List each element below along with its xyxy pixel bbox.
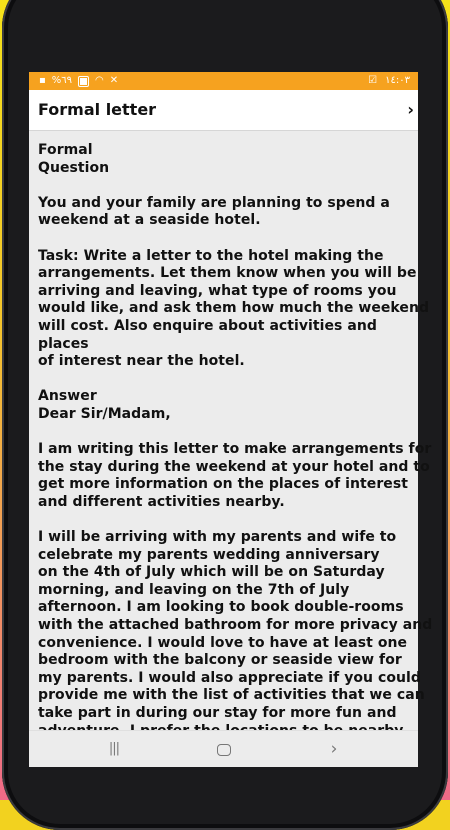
battery-percent: %٦٩ — [51, 75, 73, 86]
text-line: You and your family are planning to spend a — [38, 194, 390, 211]
text-line: I am writing this letter to make arrangements for — [38, 441, 432, 458]
text-line: Task: Write a letter to the hotel making the — [38, 247, 384, 264]
status-right — [368, 72, 410, 90]
text-line: Question — [38, 159, 110, 176]
blank-line — [38, 424, 414, 442]
text-line: provide me with the list of activities that we can — [38, 687, 425, 704]
letter-content[interactable] — [38, 142, 433, 730]
blank-line — [38, 511, 414, 529]
status-bar — [29, 72, 418, 90]
text-line: on the 4th of July which will be on Saturday — [38, 564, 385, 581]
app-header — [29, 90, 418, 131]
text-line: my parents. I would also appreciate if you could — [38, 669, 421, 686]
text-line: afternoon. I am looking to book double-rooms — [38, 599, 404, 616]
battery-icon — [78, 76, 89, 87]
text-line: bedroom with the balcony or seaside view for — [38, 652, 402, 669]
status-left — [39, 72, 118, 90]
wifi-icon: ◠ — [95, 75, 104, 86]
text-line: arriving and leaving, what type of rooms you — [38, 282, 397, 299]
text-line: convenience. I would love to have at least one — [38, 634, 408, 651]
blank-line — [38, 371, 414, 389]
recent-apps-button[interactable]: ||| — [108, 741, 120, 756]
checkbox-icon: ☑ — [368, 75, 378, 86]
text-line: morning, and leaving on the 7th of July — [38, 581, 350, 598]
text-line: will cost. Also enquire about activities and — [38, 317, 377, 334]
blank-line — [38, 177, 414, 195]
text-line: celebrate my parents wedding anniversary — [38, 546, 380, 563]
text-line: and different activities nearby. — [38, 493, 285, 510]
text-line: Dear Sir/Madam, — [38, 405, 171, 422]
phone-screen — [29, 72, 433, 767]
text-line: of interest near the hotel. — [38, 353, 245, 370]
chevron-right-icon[interactable]: › — [407, 100, 414, 119]
message-icon: ▪ — [39, 75, 46, 86]
text-line: would like, and ask them how much the weekend — [38, 300, 430, 317]
back-button[interactable]: › — [330, 739, 338, 759]
text-line: get more information on the places of interest — [38, 476, 408, 493]
text-line: the stay during the weekend at your hotel and to — [38, 458, 430, 475]
text-line: Formal — [38, 142, 93, 158]
status-time: ١٤:٠٣ — [385, 75, 410, 86]
blank-line — [38, 230, 414, 248]
mute-icon: ✕ — [109, 75, 119, 86]
page-title: Formal letter — [38, 100, 157, 119]
text-line: I will be arriving with my parents and wife to — [38, 529, 397, 546]
home-icon — [217, 744, 231, 756]
navigation-bar — [29, 730, 418, 767]
text-line: with the attached bathroom for more privacy and — [38, 617, 433, 634]
home-button[interactable] — [199, 731, 249, 767]
text-line: Answer — [38, 388, 97, 405]
text-line: places — [38, 335, 89, 352]
text-line: arrangements. Let them know when you will be — [38, 265, 417, 282]
text-line: take part in during our stay for more fun and — [38, 705, 397, 721]
text-line: weekend at a seaside hotel. — [38, 212, 261, 229]
